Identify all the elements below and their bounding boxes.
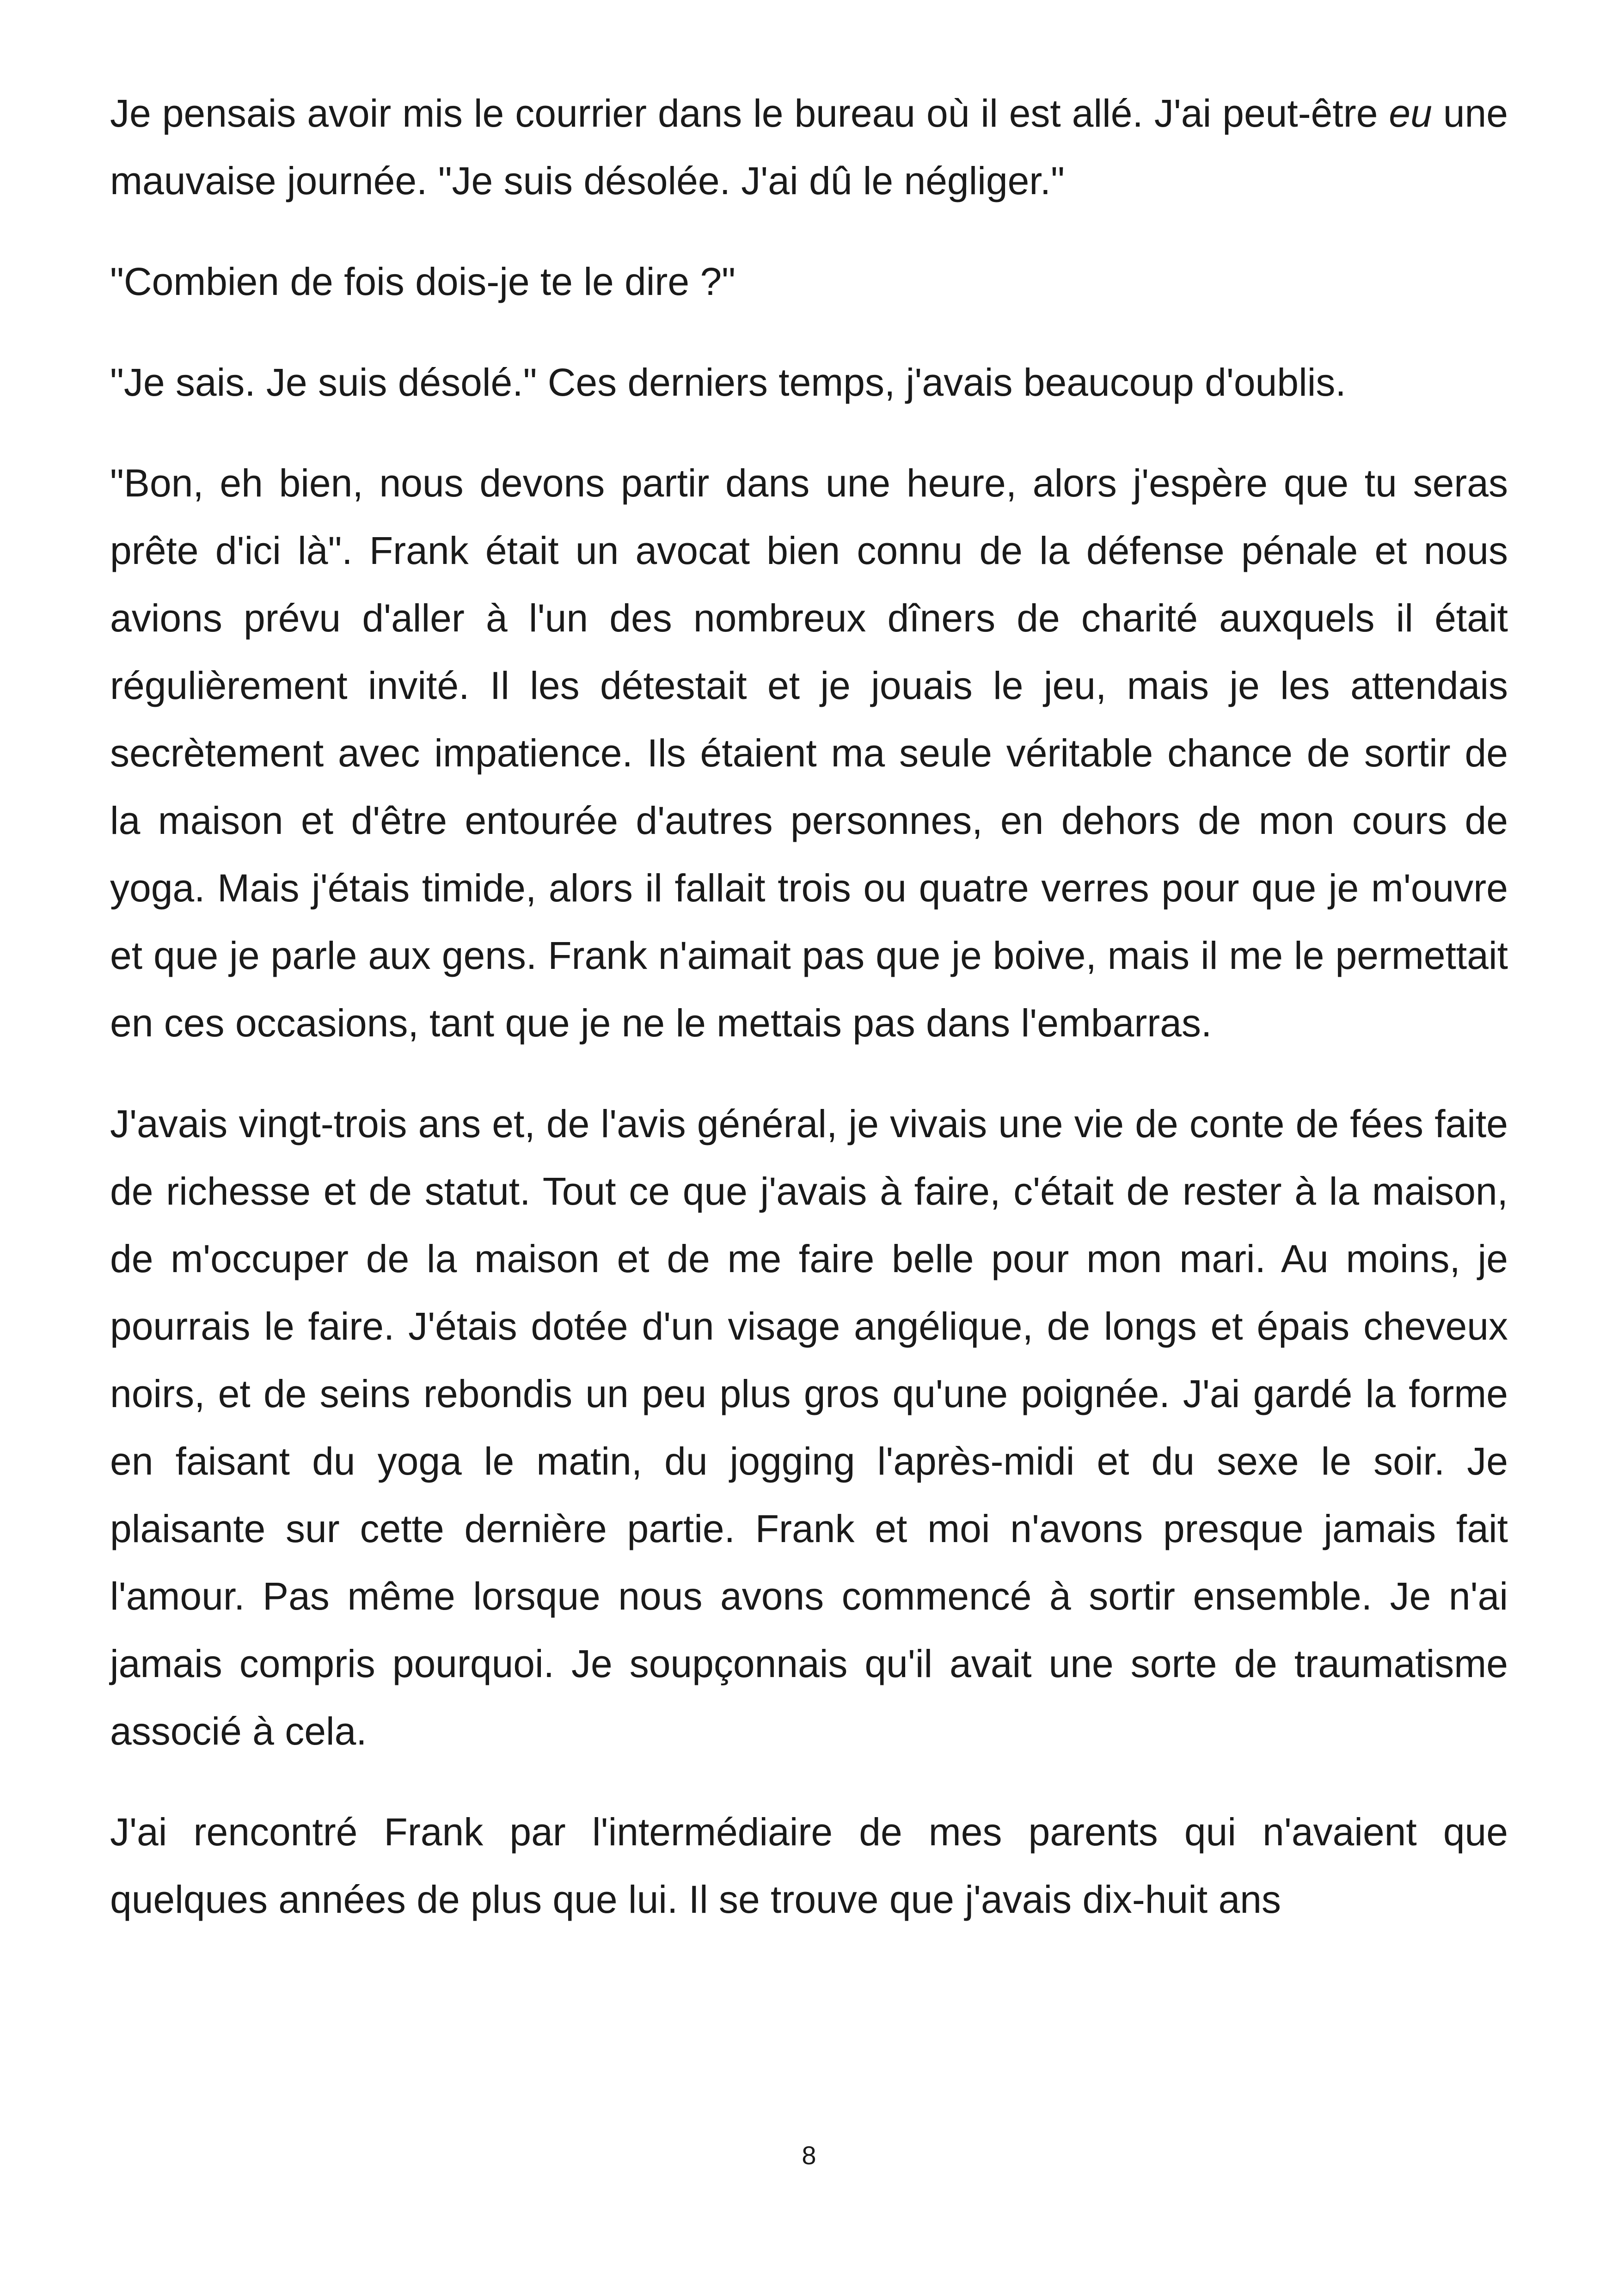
italic-text-segment: eu	[1389, 92, 1432, 135]
paragraph	[110, 1090, 1508, 1765]
paragraph	[110, 248, 1508, 315]
text-segment: "Combien de fois dois-je te le dire ?"	[110, 260, 735, 303]
paragraph	[110, 80, 1508, 214]
text-segment: "Je sais. Je suis désolé." Ces derniers temps, j'avais beaucoup d'oublis.	[110, 361, 1346, 404]
paragraph	[110, 1798, 1508, 1933]
text-segment: Je pensais avoir mis le courrier dans le bureau où il est allé. J'ai peut-être	[110, 92, 1389, 135]
text-segment: une mauvaise journée. "Je suis désolée. J'ai dû le négliger."	[110, 92, 1508, 202]
text-segment: J'avais vingt-trois ans et, de l'avis général, je vivais une vie de conte de fées faite de richesse et de statut. Tout ce que j'avais à faire, c'était de rester à la maison, de m'occuper de la maison et de me faire belle pour mon mari. Au moins, je pourrais le faire. J'étais dotée d'un visage angélique, de longs et épais cheveux noirs, et de seins rebondis un peu plus gros qu'une poignée. J'ai gardé la forme en faisant du yoga le matin, du jogging l'après-midi et du sexe le soir. Je plaisante sur cette dernière partie. Frank et moi n'avons presque jamais fait l'amour. Pas même lorsque nous avons commencé à sortir ensemble. Je n'ai jamais compris pourquoi. Je soupçonnais qu'il avait une sorte de traumatisme associé à cela.	[110, 1102, 1508, 1753]
paragraph	[110, 349, 1508, 416]
paragraph	[110, 449, 1508, 1057]
page-number: 8	[802, 2141, 816, 2170]
text-segment: J'ai rencontré Frank par l'intermédiaire de mes parents qui n'avaient que quelques années de plus que lui. Il se trouve que j'avais dix-huit ans	[110, 1810, 1508, 1921]
text-segment: "Bon, eh bien, nous devons partir dans une heure, alors j'espère que tu seras prête d'ici là". Frank était un avocat bien connu de la défense pénale et nous avions prévu d'aller à l'un des nombreux dîners de charité auxquels il était régulièrement invité. Il les détestait et je jouais le jeu, mais je les attendais secrètement avec impatience. Ils étaient ma seule véritable chance de sortir de la maison et d'être entourée d'autres personnes, en dehors de mon cours de yoga. Mais j'étais timide, alors il fallait trois ou quatre verres pour que je m'ouvre et que je parle aux gens. Frank n'aimait pas que je boive, mais il me le permettait en ces occasions, tant que je ne le mettais pas dans l'embarras.	[110, 461, 1508, 1045]
body-text	[110, 80, 1508, 1933]
